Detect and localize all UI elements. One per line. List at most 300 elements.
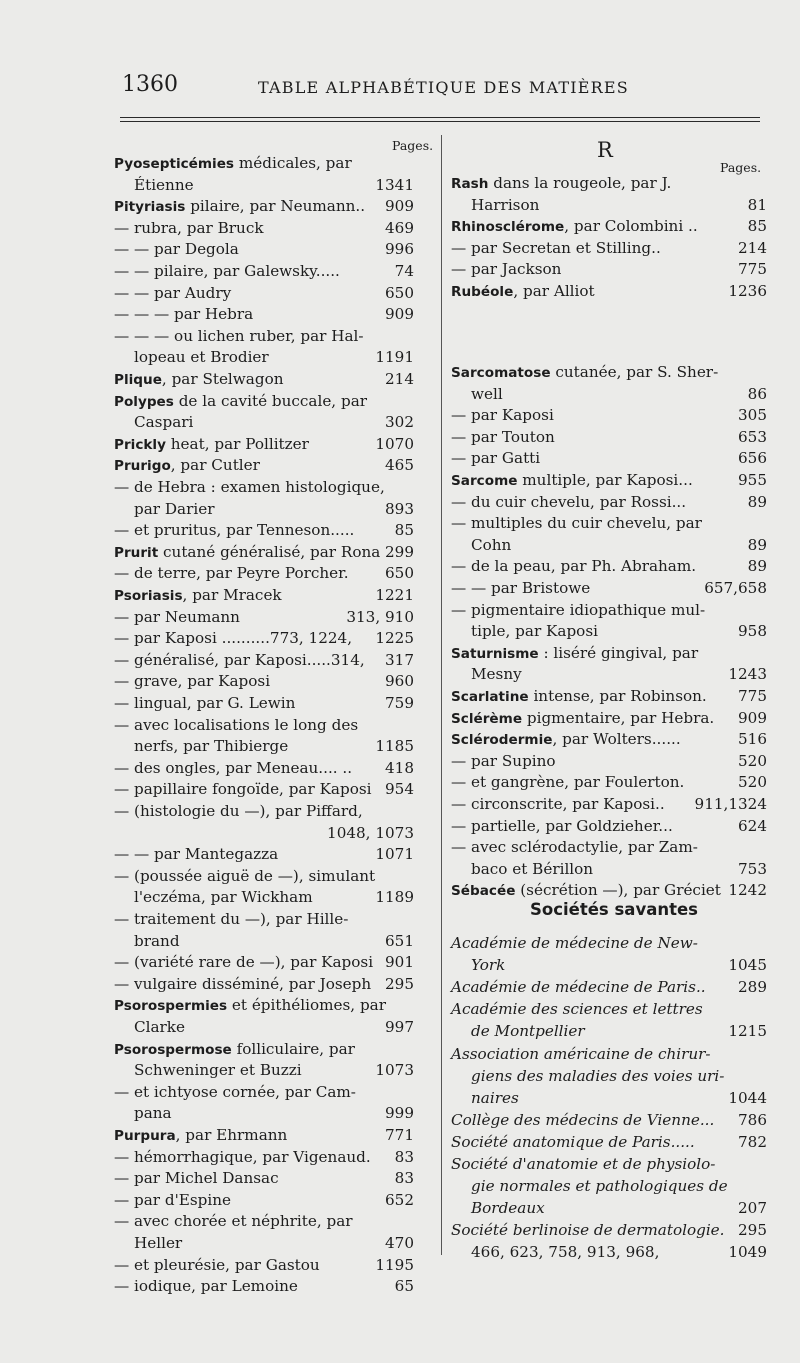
left-entry bbox=[114, 994, 414, 1017]
left-entry bbox=[114, 1038, 414, 1061]
entry-page: 74 bbox=[394, 260, 414, 283]
entry-headword: Polypes bbox=[114, 393, 174, 410]
entry-text: Saturnisme : liséré gingival, par bbox=[451, 643, 699, 662]
entry-page: 302 bbox=[384, 411, 414, 434]
left-entry bbox=[114, 368, 414, 391]
entry-text: Scarlatine intense, par Robinson. bbox=[451, 687, 707, 705]
entry-page: 999 bbox=[384, 1102, 414, 1125]
right-entry bbox=[451, 879, 767, 902]
entry-headword: Purpura bbox=[114, 1128, 176, 1144]
entry-text: Rhinosclérome, par Colombini .. bbox=[451, 217, 698, 236]
left-entry bbox=[114, 1210, 414, 1233]
entry-page: 214 bbox=[384, 368, 414, 391]
right-entry bbox=[451, 469, 767, 492]
entry-text: Psorospermose folliculaire, par bbox=[114, 1039, 355, 1058]
entry-text: — hémorrhagique, par Vigenaud. bbox=[114, 1147, 371, 1166]
entry-page: 656 bbox=[737, 447, 767, 470]
society-entry bbox=[451, 1043, 767, 1066]
entry-text: — — par Mantegazza bbox=[114, 845, 279, 864]
left-entry bbox=[114, 627, 414, 650]
left-entry bbox=[114, 865, 414, 888]
right-entry bbox=[451, 237, 767, 260]
entry-text: Pityriasis pilaire, par Neumann.. bbox=[114, 197, 366, 216]
entry-text: Rash dans la rougeole, par J. bbox=[451, 174, 672, 192]
entry-text: — iodique, par Lemoine bbox=[114, 1277, 298, 1296]
entry-page: 317 bbox=[384, 649, 414, 672]
entry-page: 469 bbox=[384, 217, 414, 240]
entry-page: 65 bbox=[394, 1275, 414, 1298]
left-entry bbox=[114, 476, 414, 499]
entry-page: 1048, 1073 bbox=[326, 822, 414, 845]
left-entry bbox=[134, 498, 414, 521]
entry-text: pana bbox=[134, 1104, 172, 1123]
entry-headword: Sarcomatose bbox=[451, 365, 551, 381]
entry-text: nerfs, par Thibierge bbox=[134, 737, 289, 756]
right-entry bbox=[471, 383, 767, 406]
entry-text: — par Supino bbox=[451, 751, 556, 770]
entry-text: — par Touton bbox=[451, 427, 555, 446]
left-entry bbox=[134, 886, 414, 909]
entry-page: 653 bbox=[737, 426, 767, 449]
entry-text: naires bbox=[471, 1088, 519, 1107]
column-divider bbox=[441, 135, 442, 1255]
left-entry bbox=[114, 692, 414, 715]
entry-headword: Sclérème bbox=[451, 710, 523, 727]
left-entry bbox=[134, 1232, 414, 1255]
entry-text: Collège des médecins de Vienne... bbox=[451, 1110, 715, 1129]
entry-page: 652 bbox=[384, 1189, 414, 1212]
left-entry bbox=[114, 714, 414, 737]
entry-text: — (histologie du —), par Piffard, bbox=[114, 802, 363, 820]
entry-text: Psorospermies et épithéliomes, par bbox=[114, 996, 386, 1015]
entry-text: Société d'anatomie et de physiolo- bbox=[451, 1155, 716, 1173]
entry-page: 657,658 bbox=[703, 577, 767, 600]
left-entry bbox=[114, 433, 414, 456]
entry-text: Sébacée (sécrétion —), par Gréciet bbox=[451, 881, 721, 900]
running-title: TABLE ALPHABÉTIQUE DES MATIÈRES bbox=[258, 78, 629, 97]
right-entry bbox=[451, 215, 767, 238]
left-entry bbox=[114, 1124, 414, 1147]
entry-text: Pyosepticémies médicales, par bbox=[114, 154, 352, 172]
entry-page: 516 bbox=[737, 728, 767, 751]
left-entry bbox=[114, 1189, 414, 1212]
entry-text: tiple, par Kaposi bbox=[471, 622, 598, 641]
entry-text: — et pruritus, par Tenneson..... bbox=[114, 521, 355, 540]
entry-headword: Pyosepticémies bbox=[114, 156, 235, 172]
entry-text: Sclérodermie, par Wolters...... bbox=[451, 730, 681, 749]
right-entry bbox=[451, 815, 767, 838]
entry-text: Mesny bbox=[471, 665, 522, 684]
entry-headword: Sébacée bbox=[451, 883, 516, 900]
entry-text: Heller bbox=[134, 1234, 183, 1252]
entry-page: 911,1324 bbox=[694, 793, 767, 816]
left-entry bbox=[114, 519, 414, 542]
entry-page: 207 bbox=[737, 1197, 767, 1220]
entry-text: — pigmentaire idiopathique mul- bbox=[451, 600, 706, 619]
entry-page: 1236 bbox=[727, 280, 767, 303]
left-entry bbox=[114, 562, 414, 585]
entry-text: Sarcomatose cutanée, par S. Sher- bbox=[451, 363, 719, 381]
left-entry bbox=[114, 1275, 414, 1298]
entry-text: — — pilaire, par Galewsky..... bbox=[114, 262, 340, 280]
right-entry bbox=[451, 280, 767, 303]
left-entry bbox=[114, 454, 414, 477]
entry-page: 1221 bbox=[374, 584, 414, 607]
right-entry bbox=[451, 555, 767, 578]
society-entry bbox=[451, 1109, 767, 1132]
society-entry bbox=[451, 1219, 767, 1242]
entry-headword: Saturnisme bbox=[451, 645, 539, 662]
society-entry bbox=[471, 1087, 767, 1110]
right-entry bbox=[451, 577, 767, 600]
entry-page: 624 bbox=[737, 815, 767, 838]
entry-text: — de terre, par Peyre Porcher. bbox=[114, 564, 349, 583]
entry-page: 1049 bbox=[727, 1241, 767, 1264]
entry-text: Académie de médecine de Paris.. bbox=[451, 978, 706, 997]
header-rule bbox=[120, 117, 760, 118]
left-entry bbox=[114, 843, 414, 866]
left-entry bbox=[114, 800, 414, 823]
left-entry bbox=[114, 649, 414, 672]
entry-text: — par Secretan et Stilling.. bbox=[451, 238, 661, 257]
entry-text: Société anatomique de Paris..... bbox=[451, 1132, 695, 1151]
entry-text: — lingual, par G. Lewin bbox=[114, 694, 296, 712]
entry-page: 520 bbox=[737, 750, 767, 773]
right-entry bbox=[471, 194, 767, 217]
entry-page: 651 bbox=[384, 930, 414, 953]
entry-text: Prurit cutané généralisé, par Rona bbox=[114, 542, 381, 561]
entry-text: York bbox=[471, 956, 506, 975]
section-title-societes: Sociétés savantes bbox=[530, 900, 698, 919]
entry-text: — par Neumann bbox=[114, 607, 240, 626]
entry-page: 1044 bbox=[727, 1087, 767, 1110]
right-entry bbox=[471, 663, 767, 686]
left-entry bbox=[114, 1254, 414, 1277]
left-entry bbox=[114, 1146, 414, 1169]
entry-text: Société berlinoise de dermatologie. bbox=[451, 1221, 725, 1240]
entry-text: — circonscrite, par Kaposi.. bbox=[451, 795, 665, 813]
entry-text: — vulgaire disséminé, par Joseph bbox=[114, 974, 372, 993]
entry-text: well bbox=[471, 384, 503, 403]
entry-page: 1189 bbox=[374, 886, 414, 909]
entry-text: — avec sclérodactylie, par Zam- bbox=[451, 838, 698, 857]
entry-text: Prurigo, par Cutler bbox=[114, 456, 260, 475]
entry-page: 1242 bbox=[727, 879, 767, 902]
right-entry bbox=[451, 447, 767, 470]
society-entry bbox=[471, 1175, 767, 1198]
left-entry bbox=[114, 670, 414, 693]
entry-page: 89 bbox=[747, 534, 767, 557]
entry-page: 520 bbox=[737, 771, 767, 794]
left-entry bbox=[134, 411, 414, 434]
right-entry bbox=[451, 750, 767, 773]
left-entry bbox=[134, 174, 414, 197]
entry-page: 83 bbox=[394, 1167, 414, 1190]
entry-page: 1045 bbox=[727, 954, 767, 977]
left-entry bbox=[114, 152, 414, 175]
entry-page: 771 bbox=[384, 1124, 414, 1147]
entry-text: — (variété rare de —), par Kaposi bbox=[114, 953, 374, 972]
entry-text: giens des maladies des voies uri- bbox=[471, 1066, 725, 1085]
entry-text: Association américaine de chirur- bbox=[451, 1044, 711, 1063]
entry-page: 909 bbox=[384, 195, 414, 218]
entry-page: 470 bbox=[384, 1232, 414, 1255]
entry-page: 997 bbox=[384, 1016, 414, 1039]
entry-text: — de Hebra : examen histologique, bbox=[114, 478, 385, 496]
entry-text: Rubéole, par Alliot bbox=[451, 282, 595, 300]
entry-text: — des ongles, par Meneau.... .. bbox=[114, 758, 353, 777]
entry-text: Étienne bbox=[134, 175, 194, 194]
entry-text: Purpura, par Ehrmann bbox=[114, 1126, 288, 1144]
entry-headword: Scarlatine bbox=[451, 689, 529, 705]
entry-text: gie normales et pathologiques de bbox=[471, 1177, 728, 1196]
entry-text: — multiples du cuir chevelu, par bbox=[451, 514, 702, 533]
entry-page: 83 bbox=[394, 1146, 414, 1169]
entry-text: baco et Bérillon bbox=[471, 859, 594, 878]
left-entry bbox=[114, 757, 414, 780]
society-entry bbox=[451, 932, 767, 955]
society-entry bbox=[451, 998, 767, 1021]
right-entry bbox=[451, 361, 767, 384]
left-entry bbox=[114, 303, 414, 326]
entry-text: — par Kaposi bbox=[451, 406, 554, 425]
left-entry bbox=[114, 1081, 414, 1104]
page-number: 1360 bbox=[122, 72, 178, 97]
left-entry bbox=[114, 195, 414, 218]
left-pages-label: Pages. bbox=[392, 138, 434, 153]
entry-headword: Plique bbox=[114, 372, 162, 388]
society-entry bbox=[471, 1241, 767, 1264]
entry-text: Prickly heat, par Pollitzer bbox=[114, 434, 309, 453]
left-entry bbox=[114, 217, 414, 240]
entry-page: 958 bbox=[737, 620, 767, 643]
entry-text: Clarke bbox=[134, 1018, 185, 1036]
entry-page: 650 bbox=[384, 562, 414, 585]
entry-page: 996 bbox=[384, 238, 414, 261]
entry-text: — — par Degola bbox=[114, 240, 239, 259]
entry-page: 1225 bbox=[374, 627, 414, 650]
entry-text: — grave, par Kaposi bbox=[114, 672, 271, 691]
entry-page: 85 bbox=[394, 519, 414, 542]
entry-text: — et gangrène, par Foulerton. bbox=[451, 773, 685, 792]
right-entry bbox=[451, 793, 767, 816]
entry-page: 909 bbox=[384, 303, 414, 326]
left-entry bbox=[114, 238, 414, 261]
left-entry bbox=[114, 584, 414, 607]
society-entry bbox=[471, 954, 767, 977]
entry-page: 786 bbox=[737, 1109, 767, 1132]
entry-text: Plique, par Stelwagon bbox=[114, 370, 284, 388]
right-entry bbox=[451, 426, 767, 449]
entry-text: — partielle, par Goldzieher... bbox=[451, 816, 673, 835]
left-entry bbox=[114, 390, 414, 413]
entry-headword: Rhinosclérome bbox=[451, 219, 565, 236]
entry-page: 214 bbox=[737, 237, 767, 260]
left-entry bbox=[114, 778, 414, 801]
entry-text: Caspari bbox=[134, 413, 194, 432]
entry-page: 465 bbox=[384, 454, 414, 477]
entry-page: 289 bbox=[737, 976, 767, 999]
left-entry bbox=[114, 908, 414, 931]
left-entry bbox=[114, 541, 414, 564]
entry-text: brand bbox=[134, 931, 180, 950]
left-entry bbox=[114, 951, 414, 974]
right-entry bbox=[451, 491, 767, 514]
society-entry bbox=[471, 1065, 767, 1088]
left-entry bbox=[134, 1059, 414, 1082]
entry-headword: Pityriasis bbox=[114, 199, 186, 216]
entry-text: Schweninger et Buzzi bbox=[134, 1061, 302, 1080]
entry-page: 782 bbox=[737, 1131, 767, 1154]
entry-text: — de la peau, par Ph. Abraham. bbox=[451, 557, 697, 576]
entry-text: — traitement du —), par Hille- bbox=[114, 910, 349, 928]
entry-page: 775 bbox=[737, 685, 767, 708]
entry-headword: Psorospermose bbox=[114, 1041, 232, 1058]
entry-text: — rubra, par Bruck bbox=[114, 218, 264, 237]
letter-r-heading: R bbox=[597, 138, 613, 162]
right-entry bbox=[451, 707, 767, 730]
society-entry bbox=[471, 1020, 767, 1043]
left-entry bbox=[114, 1167, 414, 1190]
entry-text: Psoriasis, par Mracek bbox=[114, 586, 282, 604]
entry-headword: Psorospermies bbox=[114, 998, 228, 1015]
entry-page: 893 bbox=[384, 498, 414, 521]
entry-page: 418 bbox=[384, 757, 414, 780]
entry-page: 305 bbox=[737, 404, 767, 427]
entry-page: 89 bbox=[747, 491, 767, 514]
entry-headword: Sclérodermie bbox=[451, 732, 553, 749]
right-entry bbox=[471, 858, 767, 881]
entry-text: — — par Bristowe bbox=[451, 579, 591, 597]
left-entry bbox=[134, 1016, 414, 1039]
entry-page: 1071 bbox=[374, 843, 414, 866]
entry-text: — — — ou lichen ruber, par Hal- bbox=[114, 326, 364, 345]
left-entry bbox=[114, 260, 414, 283]
left-entry bbox=[114, 606, 414, 629]
entry-headword: Prickly bbox=[114, 436, 166, 453]
entry-page: 1341 bbox=[374, 174, 414, 197]
entry-headword: Prurit bbox=[114, 544, 159, 561]
left-entry bbox=[134, 346, 414, 369]
entry-text: Polypes de la cavité buccale, par bbox=[114, 391, 368, 410]
entry-text: — et pleurésie, par Gastou bbox=[114, 1255, 320, 1274]
entry-text: lopeau et Brodier bbox=[134, 348, 269, 367]
entry-headword: Rubéole bbox=[451, 284, 514, 300]
entry-page: 1215 bbox=[727, 1020, 767, 1043]
right-entry bbox=[451, 771, 767, 794]
entry-text: de Montpellier bbox=[471, 1022, 585, 1041]
entry-headword: Rash bbox=[451, 176, 489, 192]
entry-text: — — par Audry bbox=[114, 283, 232, 302]
entry-text: — par Jackson bbox=[451, 260, 562, 279]
right-entry bbox=[451, 728, 767, 751]
entry-page: 775 bbox=[737, 258, 767, 281]
entry-text: — par Gatti bbox=[451, 449, 541, 468]
entry-text: — par d'Espine bbox=[114, 1190, 232, 1209]
entry-page: 1243 bbox=[727, 663, 767, 686]
entry-text: Sclérème pigmentaire, par Hebra. bbox=[451, 708, 715, 727]
entry-text: Cohn bbox=[471, 535, 512, 554]
right-entry bbox=[471, 534, 767, 557]
entry-text: — avec chorée et néphrite, par bbox=[114, 1212, 353, 1231]
entry-text: Académie de médecine de New- bbox=[451, 934, 698, 952]
right-pages-label: Pages. bbox=[720, 160, 762, 175]
entry-page: 909 bbox=[737, 707, 767, 730]
entry-page: 295 bbox=[384, 973, 414, 996]
entry-text: par Darier bbox=[134, 499, 215, 518]
entry-page: 1070 bbox=[374, 433, 414, 456]
entry-page: 86 bbox=[747, 383, 767, 406]
right-entry bbox=[451, 512, 767, 535]
entry-page: 901 bbox=[384, 951, 414, 974]
entry-headword: Prurigo bbox=[114, 458, 171, 475]
entry-text: — avec localisations le long des bbox=[114, 715, 359, 734]
entry-text: — par Michel Dansac bbox=[114, 1169, 279, 1188]
entry-page: 954 bbox=[384, 778, 414, 801]
entry-text: Harrison bbox=[471, 195, 540, 214]
entry-text: Bordeaux bbox=[471, 1199, 545, 1218]
society-entry bbox=[451, 1153, 767, 1176]
entry-page: 759 bbox=[384, 692, 414, 715]
entry-page: 960 bbox=[384, 670, 414, 693]
entry-text: — papillaire fongoïde, par Kaposi bbox=[114, 780, 372, 799]
right-entry bbox=[471, 620, 767, 643]
left-entry bbox=[134, 735, 414, 758]
right-entry bbox=[451, 404, 767, 427]
entry-text: — généralisé, par Kaposi.....314, bbox=[114, 650, 365, 669]
entry-page: 85 bbox=[747, 215, 767, 238]
entry-text: 466, 623, 758, 913, 968, bbox=[471, 1243, 660, 1262]
entry-page: 650 bbox=[384, 282, 414, 305]
left-entry bbox=[114, 325, 414, 348]
entry-page: 81 bbox=[747, 194, 767, 217]
society-entry bbox=[451, 976, 767, 999]
entry-page: 295 bbox=[737, 1219, 767, 1242]
entry-text: — — — par Hebra bbox=[114, 305, 254, 324]
entry-text: l'eczéma, par Wickham bbox=[134, 888, 313, 907]
entry-page: 1195 bbox=[374, 1254, 414, 1277]
entry-page: 299 bbox=[384, 541, 414, 564]
header-rule-thin bbox=[120, 121, 760, 122]
right-entry bbox=[451, 258, 767, 281]
right-entry bbox=[451, 836, 767, 859]
right-entry bbox=[451, 599, 767, 622]
entry-text: — (poussée aiguë de —), simulant bbox=[114, 866, 376, 885]
entry-page: 753 bbox=[737, 858, 767, 881]
entry-text: — et ichtyose cornée, par Cam- bbox=[114, 1082, 356, 1101]
entry-page: 89 bbox=[747, 555, 767, 578]
society-entry bbox=[451, 1131, 767, 1154]
entry-page: 1185 bbox=[374, 735, 414, 758]
left-entry bbox=[134, 930, 414, 953]
left-entry bbox=[114, 282, 414, 305]
entry-page: 955 bbox=[737, 469, 767, 492]
entry-headword: Sarcome bbox=[451, 473, 518, 489]
entry-page: 1073 bbox=[374, 1059, 414, 1082]
entry-text: — par Kaposi ..........773, 1224, bbox=[114, 629, 353, 648]
right-entry bbox=[451, 685, 767, 708]
left-entry bbox=[134, 1102, 414, 1125]
entry-page: 1191 bbox=[374, 346, 414, 369]
entry-text: Académie des sciences et lettres bbox=[451, 1000, 703, 1019]
right-entry bbox=[451, 642, 767, 665]
left-entry bbox=[114, 973, 414, 996]
entry-page: 313, 910 bbox=[345, 606, 414, 629]
entry-headword: Psoriasis bbox=[114, 588, 183, 604]
entry-text: — du cuir chevelu, par Rossi... bbox=[451, 492, 687, 511]
left-entry bbox=[114, 822, 414, 845]
society-entry bbox=[471, 1197, 767, 1220]
